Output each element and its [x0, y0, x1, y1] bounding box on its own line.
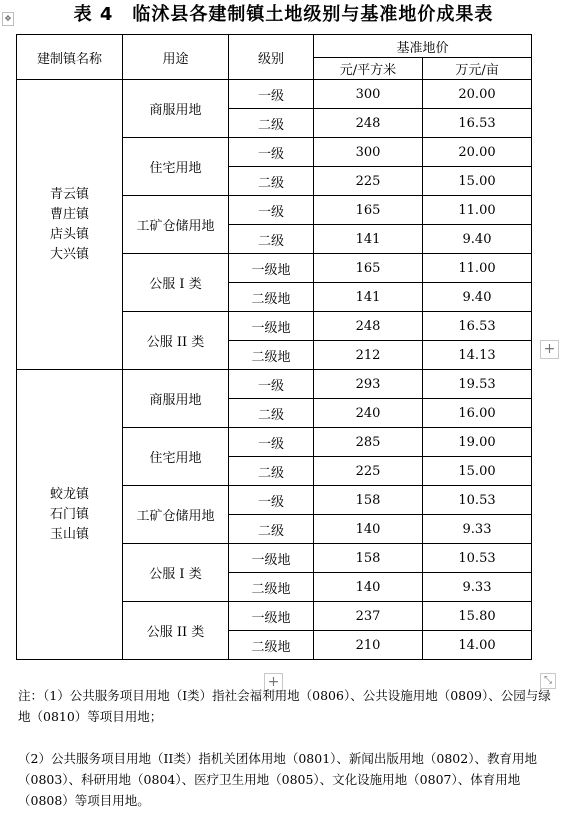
header-unit-mu: 万元/亩	[423, 58, 532, 80]
grade-cell: 一级	[229, 370, 314, 399]
price-sqm-cell: 240	[314, 399, 423, 428]
land-use-cell: 住宅用地	[123, 428, 229, 486]
notes	[18, 664, 558, 832]
price-mu-cell: 14.13	[423, 341, 532, 370]
land-use-cell: 商服用地	[123, 370, 229, 428]
price-sqm-cell: 158	[314, 544, 423, 573]
price-mu-cell: 9.40	[423, 225, 532, 254]
grade-cell: 二级地	[229, 283, 314, 312]
price-mu-cell: 20.00	[423, 80, 532, 109]
header-grade: 级别	[229, 35, 314, 80]
grade-cell: 二级	[229, 225, 314, 254]
price-mu-cell: 16.53	[423, 109, 532, 138]
town-name: 青云镇	[49, 186, 89, 202]
note-2: （2）公共服务项目用地（II类）指机关团体用地（0801）、新闻出版用地（0802）、教育用地（0803）、科研用地（0804）、医疗卫生用地（0805）、文化设施用地（0807）、体育用地（0808）等项目用地。	[18, 751, 537, 808]
grade-cell: 一级地	[229, 544, 314, 573]
grade-cell: 二级	[229, 399, 314, 428]
page-title: 表 4 临沭县各建制镇土地级别与基准地价成果表	[73, 4, 494, 25]
price-sqm-cell: 300	[314, 138, 423, 167]
grade-cell: 二级	[229, 167, 314, 196]
land-use-cell: 公服 II 类	[123, 312, 229, 370]
land-price-table	[16, 34, 532, 660]
land-use-cell: 公服 I 类	[123, 254, 229, 312]
price-sqm-cell: 141	[314, 283, 423, 312]
grade-cell: 一级地	[229, 602, 314, 631]
town-name: 玉山镇	[49, 526, 89, 542]
price-mu-cell: 15.00	[423, 167, 532, 196]
add-row-plus-icon[interactable]: +	[264, 673, 283, 692]
price-mu-cell: 15.00	[423, 457, 532, 486]
land-use-cell: 工矿仓储用地	[123, 196, 229, 254]
price-sqm-cell: 285	[314, 428, 423, 457]
price-mu-cell: 9.33	[423, 515, 532, 544]
table-row	[17, 80, 532, 109]
grade-cell: 二级地	[229, 341, 314, 370]
grade-cell: 一级	[229, 428, 314, 457]
price-sqm-cell: 248	[314, 109, 423, 138]
price-mu-cell: 20.00	[423, 138, 532, 167]
grade-cell: 一级地	[229, 254, 314, 283]
add-column-plus-icon[interactable]: +	[540, 340, 559, 359]
header-use: 用途	[123, 35, 229, 80]
price-mu-cell: 11.00	[423, 196, 532, 225]
land-use-cell: 公服 II 类	[123, 602, 229, 660]
price-sqm-cell: 237	[314, 602, 423, 631]
price-sqm-cell: 140	[314, 573, 423, 602]
price-mu-cell: 16.53	[423, 312, 532, 341]
town-name: 石门镇	[49, 506, 89, 522]
land-use-cell: 商服用地	[123, 80, 229, 138]
price-mu-cell: 10.53	[423, 544, 532, 573]
resize-icon[interactable]: ⤡	[540, 673, 556, 689]
price-sqm-cell: 165	[314, 196, 423, 225]
price-sqm-cell: 293	[314, 370, 423, 399]
town-name: 蛟龙镇	[49, 486, 89, 502]
price-sqm-cell: 165	[314, 254, 423, 283]
table-body	[17, 80, 532, 660]
note-1: 注：（1）公共服务项目用地（I类）指社会福利用地（0806）、公共设施用地（0809）、公园与绿地（0810）等项目用地；	[18, 688, 551, 724]
price-mu-cell: 11.00	[423, 254, 532, 283]
town-name: 店头镇	[49, 226, 89, 242]
grade-cell: 一级	[229, 196, 314, 225]
price-mu-cell: 19.53	[423, 370, 532, 399]
grade-cell: 二级地	[229, 631, 314, 660]
land-use-cell: 住宅用地	[123, 138, 229, 196]
grade-cell: 一级	[229, 486, 314, 515]
header-unit-sqm: 元/平方米	[314, 58, 423, 80]
price-mu-cell: 16.00	[423, 399, 532, 428]
grade-cell: 二级	[229, 515, 314, 544]
grade-cell: 二级地	[229, 573, 314, 602]
table-row	[17, 370, 532, 399]
price-mu-cell: 9.40	[423, 283, 532, 312]
price-sqm-cell: 140	[314, 515, 423, 544]
grade-cell: 二级	[229, 457, 314, 486]
town-name: 曹庄镇	[49, 206, 89, 222]
price-sqm-cell: 158	[314, 486, 423, 515]
price-mu-cell: 14.00	[423, 631, 532, 660]
price-mu-cell: 15.80	[423, 602, 532, 631]
price-sqm-cell: 210	[314, 631, 423, 660]
header-town: 建制镇名称	[17, 35, 123, 80]
price-sqm-cell: 141	[314, 225, 423, 254]
price-mu-cell: 10.53	[423, 486, 532, 515]
move-icon[interactable]: ✥	[2, 12, 14, 26]
price-mu-cell: 19.00	[423, 428, 532, 457]
grade-cell: 一级	[229, 138, 314, 167]
price-sqm-cell: 300	[314, 80, 423, 109]
grade-cell: 二级	[229, 109, 314, 138]
town-names-cell	[17, 80, 123, 370]
price-mu-cell: 9.33	[423, 573, 532, 602]
header-price: 基准地价	[314, 35, 532, 58]
land-use-cell: 公服 I 类	[123, 544, 229, 602]
town-name: 大兴镇	[49, 246, 89, 262]
price-sqm-cell: 248	[314, 312, 423, 341]
price-sqm-cell: 225	[314, 167, 423, 196]
price-sqm-cell: 212	[314, 341, 423, 370]
grade-cell: 一级地	[229, 312, 314, 341]
land-use-cell: 工矿仓储用地	[123, 486, 229, 544]
price-sqm-cell: 225	[314, 457, 423, 486]
grade-cell: 一级	[229, 80, 314, 109]
town-names-cell	[17, 370, 123, 660]
